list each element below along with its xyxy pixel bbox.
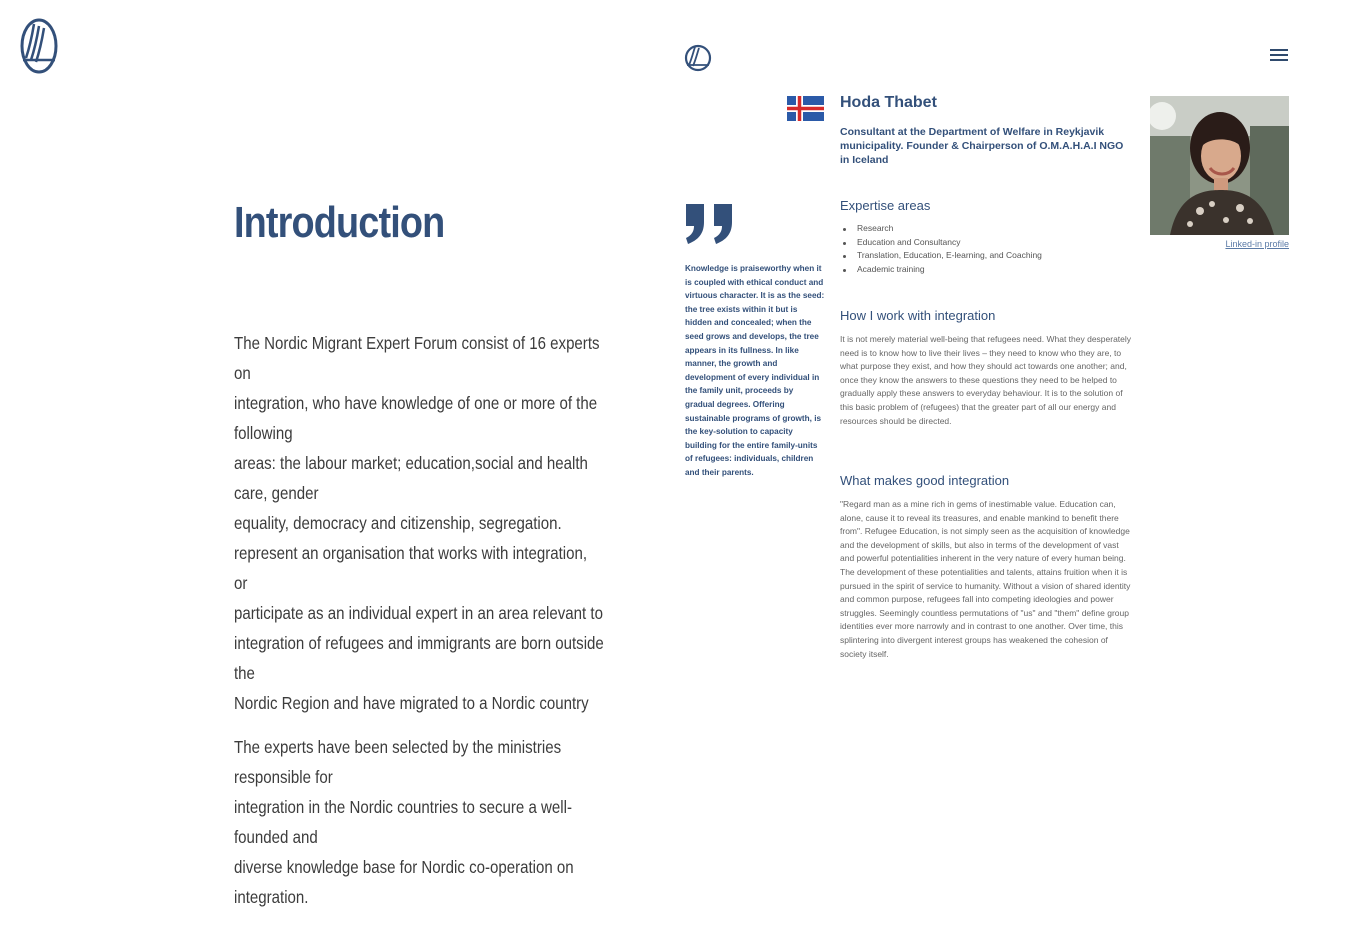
intro-text xyxy=(234,328,604,926)
expertise-list-item: Education and Consultancy xyxy=(840,236,1042,250)
intro-text-line: The Nordic Migrant Expert Forum consist of 16 experts on xyxy=(234,333,600,383)
intro-text-line: integration, who have knowledge of one or more of the following xyxy=(234,393,598,443)
profile-photo xyxy=(1150,96,1289,235)
what-text: "Regard man as a mine rich in gems of inestimable value. Education can, alone, cause it to reveal its treasures, and enable mankind to benefit there from". Refugee Education, is not simply seen as the acquisition of knowledge and the development of skills, but also in terms of the development of vast and powerful potentialities inherent in the very nature of every human being. The development of these potentialities and talents, attains fruition when it is pursued in the spirit of service to humanity. Without a vision of shared identity and common purpose, refugees fall into competing ideologies and power struggles. Seemingly countless permutations of "us" and "them" define group identities ever more narrowly and in contrast to one another. Over time, this splintering into divergent interest groups has weakened the cohesion of society itself. xyxy=(840,499,1131,659)
intro-text-line: equality, democracy and citizenship, segregation. xyxy=(234,513,562,533)
expertise-list-item: Academic training xyxy=(840,263,1042,277)
how-text: It is not merely material well-being that refugees need. What they desperately need is to know how to live their lives – they need to know who they are, to what purpose they exist, and how they should act towards one another; and, once they know the answers to these questions they need to be helped to gradually apply these answers to everyday behaviour. It is to the solution of this basic problem of (refugees) that the greater part of all our energy and resources should be directed. xyxy=(840,334,1132,426)
intro-text-line: areas: the labour market; education,social and health care, gender xyxy=(234,453,588,503)
intro-text-line: participate as an individual expert in an area relevant to xyxy=(234,603,603,623)
page-title: Introduction xyxy=(234,198,445,247)
intro-text-line: integration of refugees and immigrants are born outside the xyxy=(234,633,604,683)
hamburger-menu-icon[interactable] xyxy=(1266,49,1292,69)
nordic-swan-logo-icon[interactable] xyxy=(684,44,712,72)
intro-paragraph-1 xyxy=(234,328,604,718)
expertise-heading: Expertise areas xyxy=(840,198,931,213)
intro-text-line: Nordic Region and have migrated to a Nordic country xyxy=(234,693,589,713)
expertise-list-item: Research xyxy=(840,222,1042,236)
profile-quote: Knowledge is praiseworthy when it is coupled with ethical conduct and virtuous character. It is as the seed: the tree exists within it but is hidden and concealed; when the seed grows and develops, the tree appears in its fullness. In like manner, the growth and development of every individual in the family unit, proceeds by gradual degrees. Offering sustainable programs of growth, is the key-solution to capacity building for the entire family-units of refugees: individuals, children and their parents. xyxy=(685,264,825,477)
iceland-flag-icon xyxy=(787,96,824,121)
intro-text-line: integration in the Nordic countries to secure a well-founded and xyxy=(234,797,572,847)
intro-paragraph-2 xyxy=(234,732,604,912)
intro-text-line: represent an organisation that works with integration, or xyxy=(234,543,588,593)
what-heading: What makes good integration xyxy=(840,473,1010,488)
expertise-list-item: Translation, Education, E-learning, and Coaching xyxy=(840,249,1042,263)
intro-text-line: diverse knowledge base for Nordic co-operation on integration. xyxy=(234,857,574,907)
quote-mark-icon xyxy=(684,202,736,244)
expertise-list xyxy=(840,222,1042,276)
profile-name: Hoda Thabet xyxy=(840,94,937,111)
how-heading: How I work with integration xyxy=(840,308,996,323)
profile-role: Consultant at the Department of Welfare in Reykjavik municipality. Founder & Chairperson of O.M.A.H.A.I NGO in Iceland xyxy=(840,126,1124,166)
linkedin-profile-link[interactable]: Linked-in profile xyxy=(1225,239,1289,249)
intro-text-line: The experts have been selected by the ministries responsible for xyxy=(234,737,562,787)
nordic-swan-logo-icon[interactable] xyxy=(20,18,58,76)
